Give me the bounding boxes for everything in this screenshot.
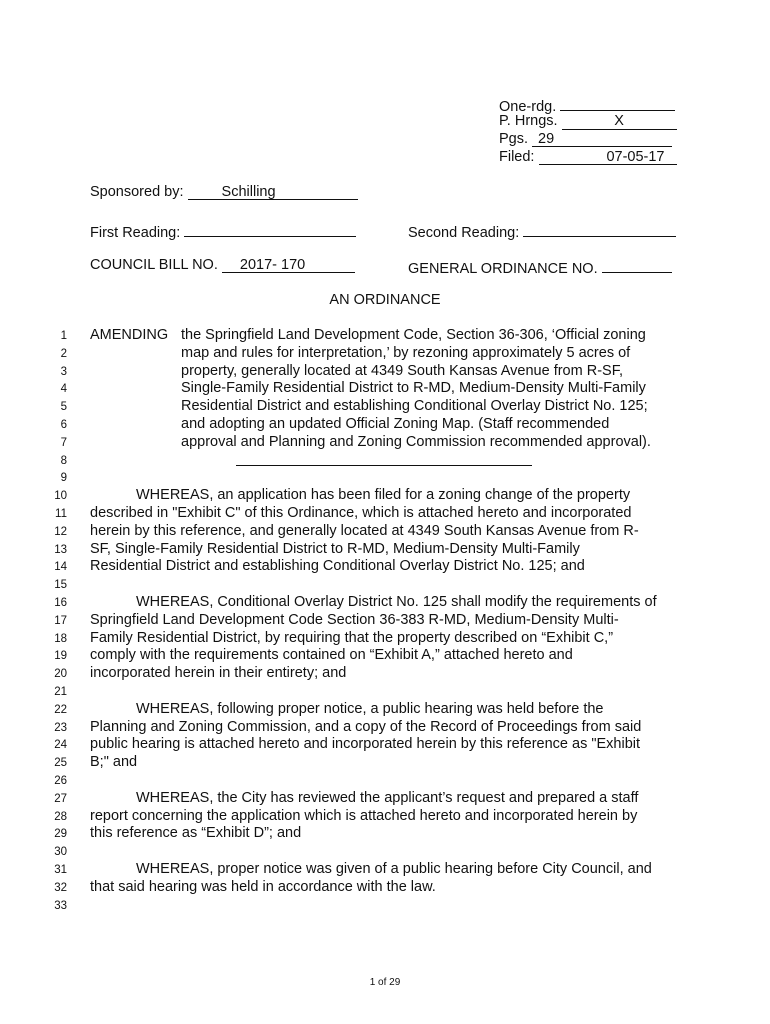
p-hrngs-row [499, 112, 677, 130]
body-line: Planning and Zoning Commission, and a copy of the Record of Proceedings from said [90, 718, 642, 735]
line-number: 30 [54, 846, 67, 859]
line-number: 2 [60, 347, 67, 360]
line-number: 20 [54, 668, 67, 681]
body-line: WHEREAS, following proper notice, a public hearing was held before the [136, 700, 604, 717]
line-number: 14 [54, 561, 67, 574]
sponsor-row [90, 183, 358, 201]
body-line: WHEREAS, proper notice was given of a public hearing before City Council, and [136, 861, 652, 877]
body-line: SF, Single-Family Residential District to R-MD, Medium-Density Multi-Family [90, 540, 580, 557]
p-hrngs-value: X [562, 113, 677, 130]
body-line: Residential District and establishing Conditional Overlay District No. 125; and [90, 558, 585, 575]
line-number: 22 [54, 703, 67, 716]
body-line: Single-Family Residential District to R-MD, Medium-Density Multi-Family [181, 380, 646, 397]
line-number: 27 [54, 792, 67, 805]
p-hrngs-label: P. Hrngs. [499, 113, 558, 129]
second-reading-label: Second Reading: [408, 225, 520, 241]
body-line: property, generally located at 4349 South Kansas Avenue from R-SF, [181, 362, 623, 379]
filed-label: Filed: [499, 149, 535, 165]
body-line: public hearing is attached hereto and incorporated herein by this reference as "Exhibit [90, 736, 641, 753]
line-number: 3 [60, 365, 67, 378]
body-line: and adopting an updated Official Zoning Map. (Staff recommended [181, 416, 610, 432]
line-number: 23 [54, 721, 67, 734]
line-number: 1 [60, 330, 67, 342]
line-number: 33 [54, 899, 67, 912]
body-line: this reference as “Exhibit D”; and [90, 825, 302, 842]
general-ordinance-row [408, 256, 672, 278]
pgs-label: Pgs. [499, 131, 529, 147]
pgs-value: 29 [532, 131, 672, 147]
line-number: 9 [60, 472, 67, 485]
line-number: 26 [54, 775, 67, 787]
second-reading-value [523, 220, 676, 237]
body-line: that said hearing was held in accordance with the law. [90, 878, 436, 895]
filed-row [499, 148, 677, 166]
line-number: 16 [54, 597, 67, 609]
ordinance-title: AN ORDINANCE [329, 292, 441, 308]
line-number: 15 [54, 579, 67, 592]
general-ordinance-label: GENERAL ORDINANCE NO. [408, 261, 598, 277]
first-reading-label: First Reading: [90, 225, 181, 241]
line-number: 24 [54, 739, 67, 752]
line-number: 10 [54, 490, 67, 503]
body-line: the Springfield Land Development Code, Section 36-306, ‘Official zoning [181, 327, 646, 343]
first-reading-row [90, 220, 356, 242]
council-bill-value: 2017- 170 [222, 257, 355, 273]
line-number: 31 [54, 864, 67, 876]
line-number: 4 [60, 383, 67, 396]
sponsor-label: Sponsored by: [90, 184, 184, 200]
line-number: 11 [55, 508, 67, 520]
line-number: 18 [54, 632, 67, 645]
general-ordinance-value [602, 256, 672, 273]
amending-label: AMENDING [90, 327, 169, 343]
pgs-row [499, 130, 672, 148]
page-footer: 1 of 29 [369, 977, 401, 988]
body-line: Family Residential District, by requiring that the property described on “Exhibit C,” [90, 629, 614, 646]
line-number: 17 [54, 614, 67, 627]
body-line: WHEREAS, Conditional Overlay District No. 125 shall modify the requirements of [136, 594, 657, 610]
body-line: approval and Planning and Zoning Commission recommended approval). [181, 433, 651, 450]
body-line: Springfield Land Development Code Section 36-383 R-MD, Medium-Density Multi- [90, 611, 619, 628]
body-line: WHEREAS, an application has been filed for a zoning change of the property [136, 487, 631, 504]
line-number: 7 [60, 436, 67, 449]
council-bill-label: COUNCIL BILL NO. [90, 257, 218, 273]
line-number: 8 [60, 454, 67, 467]
line-number: 28 [54, 810, 67, 823]
line-number: 29 [54, 828, 67, 841]
body-line: report concerning the application which is attached hereto and incorporated herein by [90, 807, 638, 824]
body-line: B;" and [90, 754, 138, 771]
line-number: 32 [54, 881, 67, 894]
body-line: described in "Exhibit C" of this Ordinance, which is attached hereto and incorporated [90, 505, 632, 521]
body-line: incorporated herein in their entirety; and [90, 665, 347, 682]
line-number: 19 [54, 650, 67, 663]
one-rdg-label: One-rdg. [499, 99, 557, 115]
one-rdg-value [560, 94, 675, 111]
separator-rule [236, 465, 532, 466]
line-number: 5 [60, 401, 67, 414]
line-number: 12 [54, 525, 67, 538]
line-number: 13 [54, 543, 67, 556]
sponsor-value: Schilling [188, 184, 358, 200]
line-number: 6 [60, 419, 67, 431]
body-line: map and rules for interpretation,’ by rezoning approximately 5 acres of [181, 344, 631, 361]
council-bill-row [90, 256, 355, 274]
body-line: Residential District and establishing Conditional Overlay District No. 125; [181, 398, 648, 415]
first-reading-value [184, 220, 356, 237]
line-number: 21 [54, 686, 67, 698]
body-line: WHEREAS, the City has reviewed the applicant’s request and prepared a staff [136, 789, 639, 806]
line-number: 25 [54, 757, 67, 770]
filed-value: 07-05-17 [539, 149, 677, 165]
second-reading-row [408, 220, 676, 242]
body-line: comply with the requirements contained on “Exhibit A,” attached hereto and [90, 647, 573, 664]
body-line: herein by this reference, and generally located at 4349 South Kansas Avenue from R- [90, 522, 639, 539]
